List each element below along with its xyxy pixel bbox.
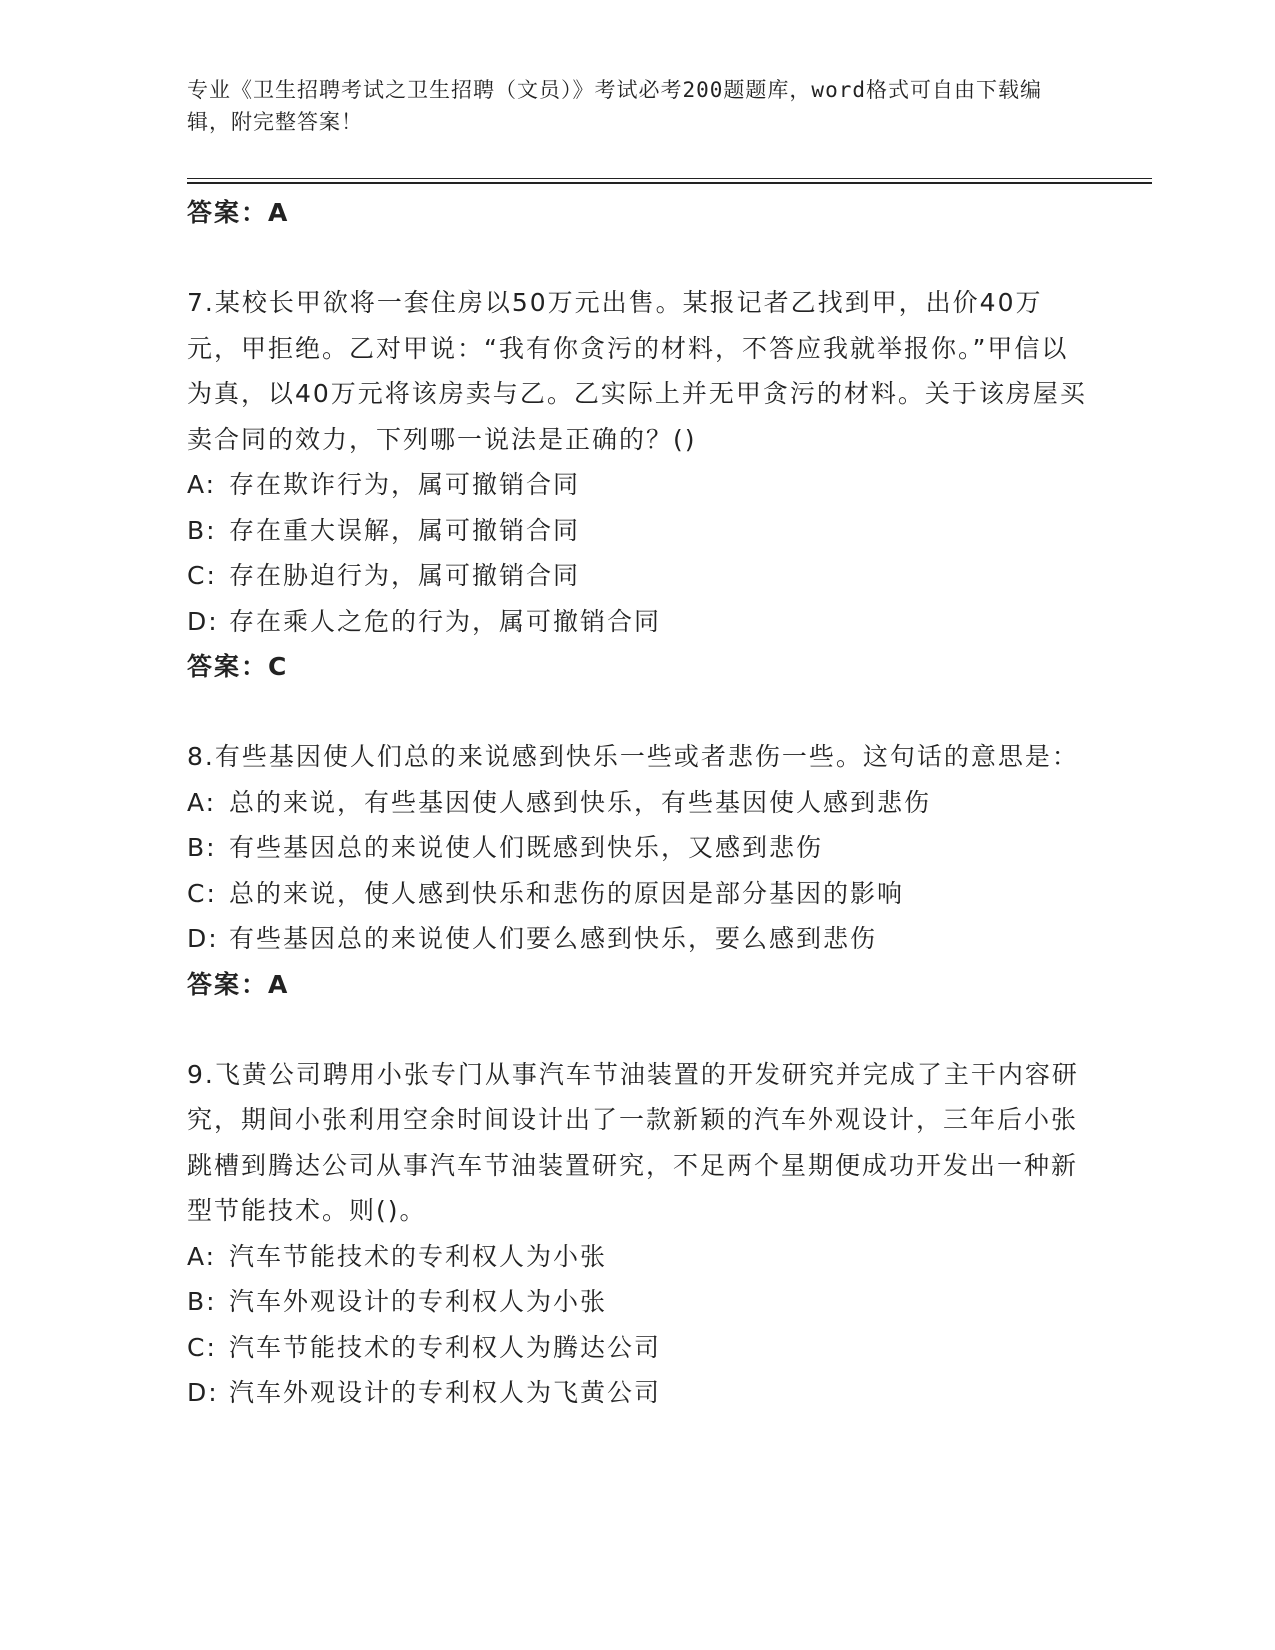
option-letter: B: <box>187 515 217 545</box>
option-letter: B: <box>187 1287 217 1316</box>
option-letter: C: <box>187 1332 217 1362</box>
header-rule-thin <box>187 178 1152 179</box>
option-text: 有些基因总的来说使人们要么感到快乐，要么感到悲伤 <box>229 924 878 953</box>
question-text: 9.飞黄公司聘用小张专门从事汽车节油装置的开发研究并完成了主干内容研究，期间小张利用空余时间设计出了一款新颖的汽车外观设计，三年后小张跳槽到腾达公司从事汽车节油装置研究，不足两个星期便成功开发出一种新型节能技术。则()。 <box>187 1059 1079 1225</box>
answer-6: 答案：A <box>187 198 290 227</box>
option-text: 汽车节能技术的专利权人为小张 <box>229 1241 608 1271</box>
option-a <box>187 1234 1087 1280</box>
option-a <box>187 462 1087 508</box>
question-text: 7.某校长甲欲将一套住房以50万元出售。某报记者乙找到甲，出价40万元，甲拒绝。乙对甲说：“我有你贪污的材料，不答应我就举报你。”甲信以为真，以40万元将该房卖与乙。乙实际上并无甲贪污的材料。关于该房屋买卖合同的效力，下列哪一说法是正确的？() <box>187 288 1087 454</box>
option-letter: D: <box>187 1378 219 1407</box>
option-c <box>187 1325 1087 1371</box>
option-letter: A: <box>187 787 217 817</box>
option-text: 存在胁迫行为，属可撤销合同 <box>229 561 581 590</box>
option-b <box>187 508 1087 554</box>
option-c <box>187 871 1087 917</box>
question-block-8 <box>187 734 1087 1008</box>
option-text: 总的来说，有些基因使人感到快乐，有些基因使人感到悲伤 <box>229 787 932 817</box>
option-letter: D: <box>187 606 219 636</box>
question-text: 8.有些基因使人们总的来说感到快乐一些或者悲伤一些。这句话的意思是： <box>187 742 1079 771</box>
answer-8: 答案：A <box>187 969 290 999</box>
page-header: 专业《卫生招聘考试之卫生招聘（文员）》考试必考200题题库，word格式可自由下载编辑，附完整答案！ <box>187 78 1042 134</box>
option-letter: B: <box>187 833 217 862</box>
option-text: 存在欺诈行为，属可撤销合同 <box>229 470 581 499</box>
answer-7: 答案：C <box>187 652 289 681</box>
option-letter: D: <box>187 924 219 953</box>
option-letter: A: <box>187 470 217 499</box>
option-d <box>187 916 1087 962</box>
header-rule-thick <box>187 182 1152 184</box>
option-text: 汽车外观设计的专利权人为飞黄公司 <box>229 1378 662 1407</box>
option-text: 汽车节能技术的专利权人为腾达公司 <box>229 1332 662 1362</box>
option-letter: C: <box>187 561 217 590</box>
option-d <box>187 599 1087 645</box>
option-text: 存在重大误解，属可撤销合同 <box>229 515 581 545</box>
option-b <box>187 1279 1087 1325</box>
option-text: 存在乘人之危的行为，属可撤销合同 <box>229 606 662 636</box>
option-b <box>187 825 1087 871</box>
option-c <box>187 553 1087 599</box>
question-block-9 <box>187 1052 1087 1416</box>
option-text: 有些基因总的来说使人们既感到快乐，又感到悲伤 <box>229 833 824 862</box>
option-d <box>187 1370 1087 1416</box>
question-block-7 <box>187 280 1087 690</box>
option-text: 汽车外观设计的专利权人为小张 <box>229 1287 608 1316</box>
option-text: 总的来说，使人感到快乐和悲伤的原因是部分基因的影响 <box>229 878 905 908</box>
content-body <box>187 190 1087 1416</box>
option-letter: A: <box>187 1241 217 1271</box>
option-letter: C: <box>187 878 217 908</box>
option-a <box>187 780 1087 826</box>
